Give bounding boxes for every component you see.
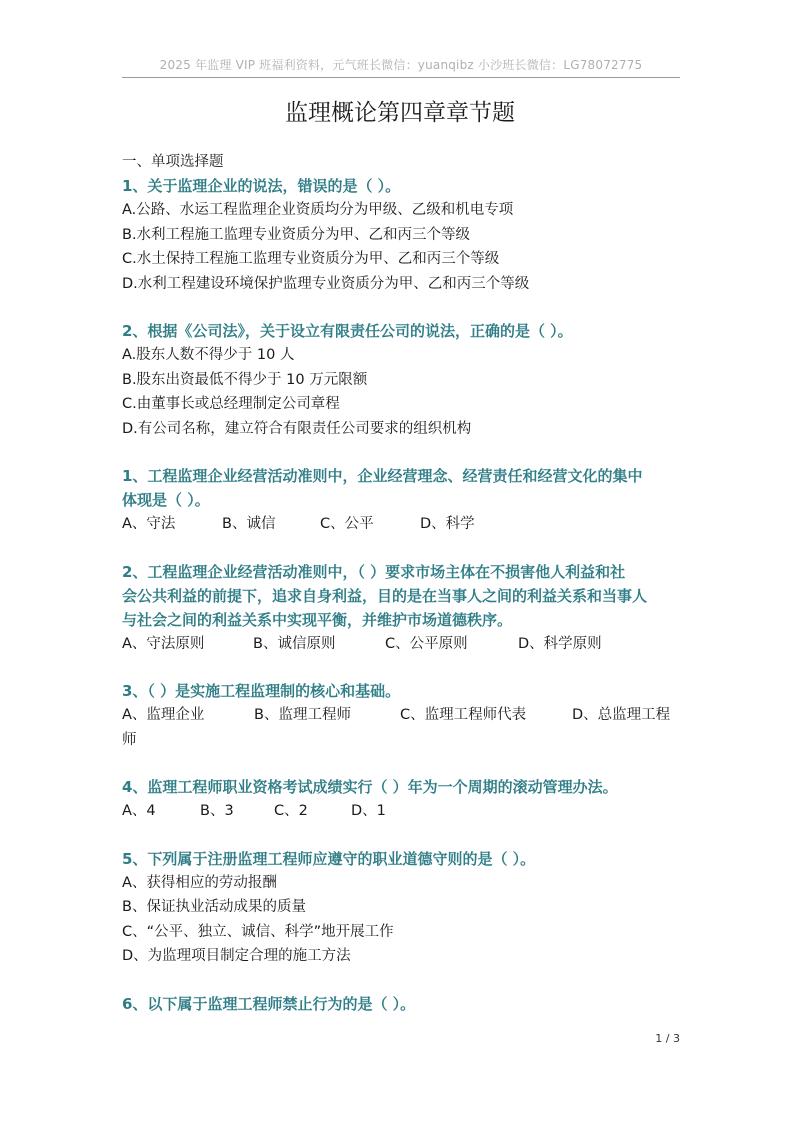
option: B、保证执业活动成果的质量 [122, 899, 306, 915]
header-divider [122, 77, 680, 78]
option: A.公路、水运工程监理企业资质均分为甲级、乙级和机电专项 [122, 202, 514, 218]
question-stem: 2、根据《公司法》，关于设立有限责任公司的说法，正确的是（ ）。 [122, 322, 573, 340]
option: B、诚信原则 [253, 635, 336, 652]
question-stem-line: 1、工程监理企业经营活动准则中，企业经营理念、经营责任和经营文化的集中 [122, 467, 643, 485]
question-stem-line: 体现是（ ）。 [122, 491, 210, 509]
option: D、总监理工程 [572, 707, 671, 723]
option: B、3 [200, 803, 234, 819]
option: B.股东出资最低不得少于 10 万元限额 [122, 371, 368, 388]
option-row [122, 512, 684, 537]
option: C、公平原则 [385, 635, 468, 652]
option: A、4 [122, 803, 156, 819]
option: B.水利工程施工监理专业资质分为甲、乙和丙三个等级 [122, 226, 471, 243]
option: D、科学原则 [518, 635, 602, 652]
option: D.有公司名称，建立符合有限责任公司要求的组织机构 [122, 420, 472, 437]
option: D、为监理项目制定合理的施工方法 [122, 948, 351, 964]
option-row [122, 799, 684, 824]
option: C.由董事长或总经理制定公司章程 [122, 396, 340, 412]
option: A、守法 [122, 516, 176, 532]
option: C、2 [274, 803, 308, 819]
question-stem: 4、监理工程师职业资格考试成绩实行（ ）年为一个周期的滚动管理办法。 [122, 778, 618, 796]
option: D、1 [351, 803, 386, 819]
option: C、“公平、独立、诚信、科学”地开展工作 [122, 923, 394, 940]
option-wrap: 师 [122, 731, 137, 748]
question-stem-line: 会公共利益的前提下，追求自身利益，目的是在当事人之间的利益关系和当事人 [122, 586, 648, 605]
option: B、监理工程师 [254, 707, 351, 723]
option: D、科学 [420, 516, 475, 532]
page-number: 1 / 3 [655, 1032, 680, 1045]
option: C、公平 [320, 516, 374, 532]
section-heading: 一、单项选择题 [122, 154, 224, 170]
document-title: 监理概论第四章章节题 [285, 100, 515, 126]
option-row [122, 703, 684, 728]
option: A、获得相应的劳动报酬 [122, 874, 277, 891]
option-row [122, 632, 684, 657]
option: A、守法原则 [122, 635, 205, 652]
question-stem: 1、关于监理企业的说法，错误的是（ ）。 [122, 177, 401, 195]
option: A.股东人数不得少于 10 人 [122, 347, 295, 363]
question-stem-line: 2、工程监理企业经营活动准则中，（ ）要求市场主体在不损害他人利益和社 [122, 562, 626, 581]
question-stem: 3、（ ）是实施工程监理制的核心和基础。 [122, 682, 401, 700]
option: C.水土保持工程施工监理专业资质分为甲、乙和丙三个等级 [122, 251, 500, 267]
option: C、监理工程师代表 [400, 707, 527, 723]
question-stem-line: 与社会之间的利益关系中实现平衡，并维护市场道德秩序。 [122, 610, 513, 629]
question-stem: 6、以下属于监理工程师禁止行为的是（ ）。 [122, 994, 416, 1013]
page-header: 2025 年监理 VIP 班福利资料，元气班长微信：yuanqibz 小沙班长微信：LG78072775 [159, 58, 643, 72]
option: A、监理企业 [122, 707, 205, 723]
document-body [122, 150, 684, 1016]
question-stem: 5、下列属于注册监理工程师应遵守的职业道德守则的是（ ）。 [122, 849, 536, 868]
option: D.水利工程建设环境保护监理专业资质分为甲、乙和丙三个等级 [122, 275, 530, 292]
option: B、诚信 [222, 516, 276, 532]
